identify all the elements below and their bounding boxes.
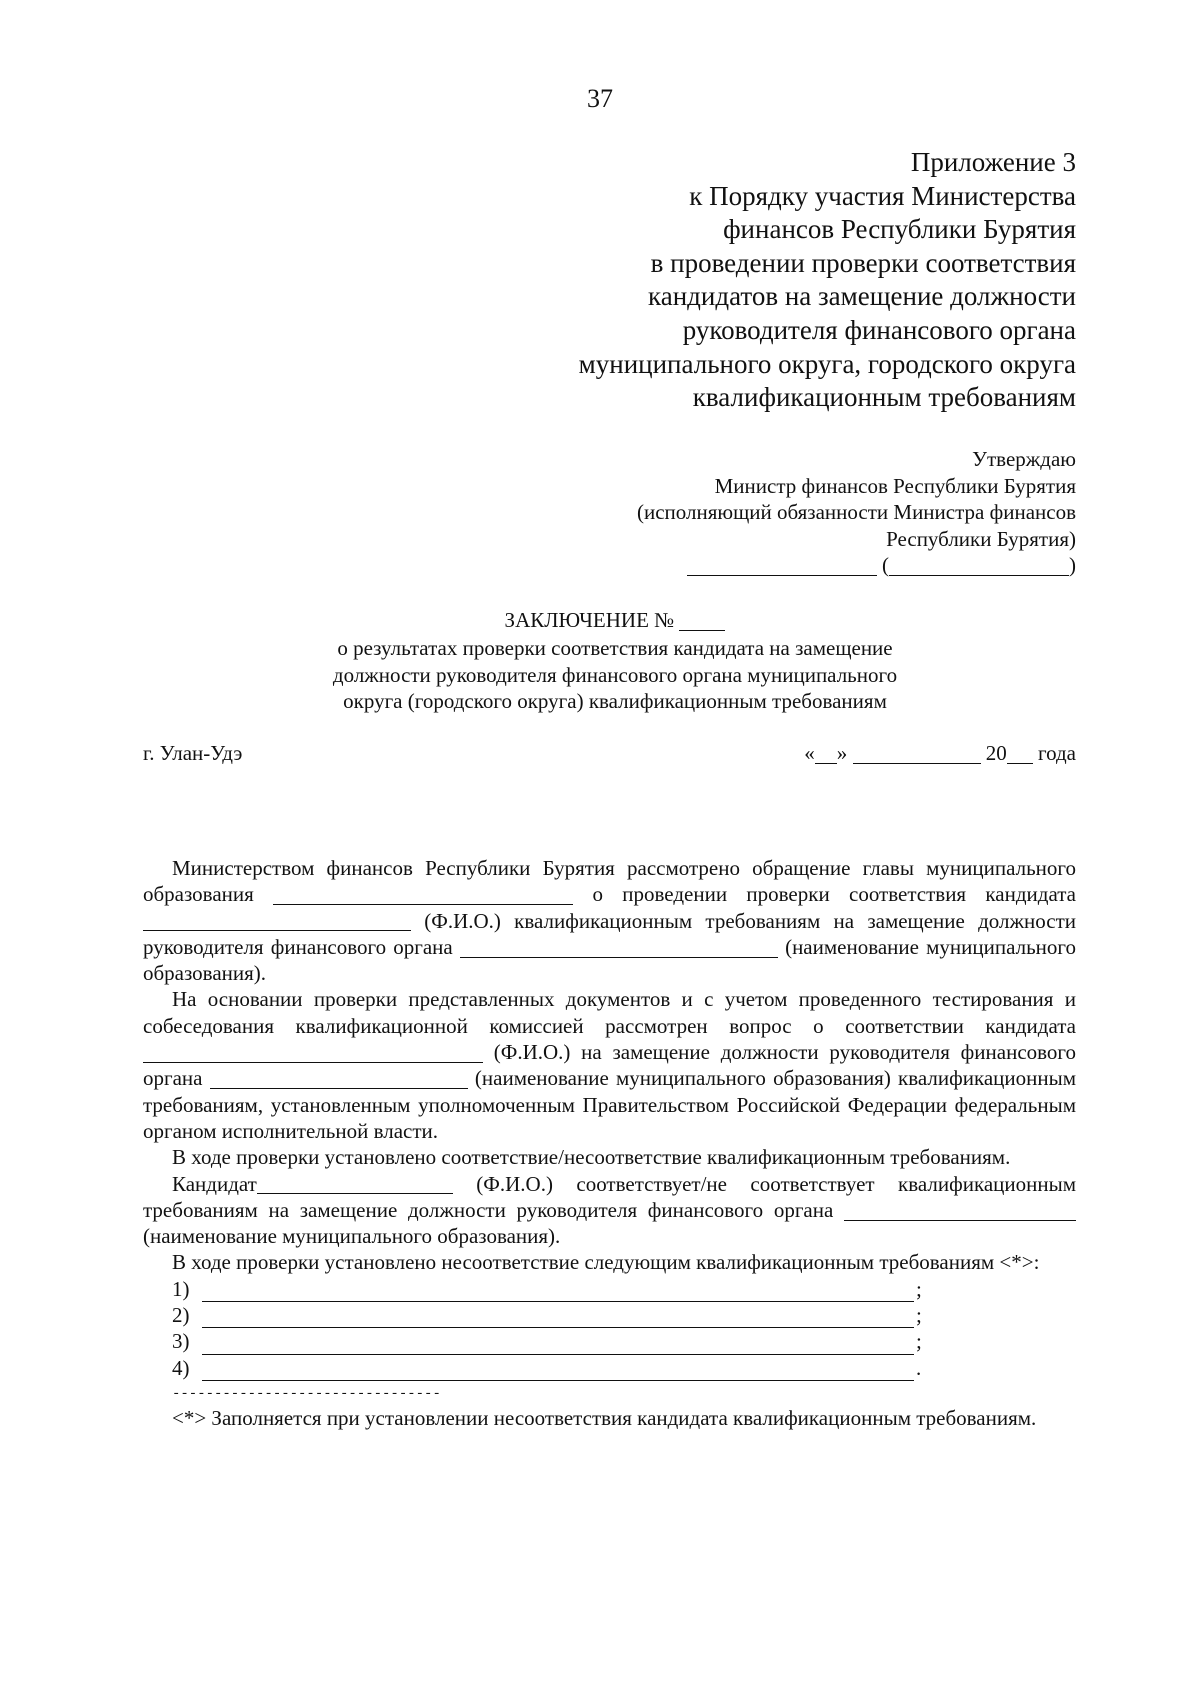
conclusion-title-text: ЗАКЛЮЧЕНИЕ № <box>504 608 675 632</box>
appendix-line: кандидатов на замещение должности <box>648 281 1076 312</box>
subtitle-line: округа (городского округа) квалификационным требованиям <box>343 689 887 713</box>
date-year-blank[interactable] <box>1007 742 1033 764</box>
p1-text-c: (Ф.И.О.) квалификационным требованиям на замещение должности руководителя финансового органа <box>143 908 1076 959</box>
item-number: 4) <box>172 1355 190 1380</box>
date-day-blank[interactable] <box>815 742 837 764</box>
item-end: ; <box>916 1303 922 1328</box>
approval-block <box>456 446 1076 579</box>
signature-blank[interactable] <box>687 554 877 576</box>
municipality-blank-2[interactable] <box>844 1199 1076 1221</box>
page-number: 37 <box>587 84 613 113</box>
document-body <box>143 855 1076 1431</box>
financial-body-blank[interactable] <box>460 936 778 958</box>
date-year-prefix: 20 <box>985 741 1007 765</box>
conclusion-subtitle <box>0 635 1200 715</box>
footnote: <*> Заполняется при установлении несоответствия кандидата квалификационным требованиям. <box>172 1405 1037 1430</box>
appendix-line: муниципального округа, городского округа <box>578 348 1076 379</box>
item-end: ; <box>916 1329 922 1354</box>
p1-text-a: Министерством финансов Республики Бурятия рассмотрено обращение главы муниципального образования <box>143 856 1076 907</box>
requirement-item <box>143 1302 1076 1328</box>
item-end: ; <box>916 1276 922 1301</box>
signature-open-paren: ( <box>882 553 889 577</box>
candidate-name-blank[interactable] <box>143 909 411 931</box>
signature-close-paren: ) <box>1069 553 1076 577</box>
appendix-line: руководителя финансового органа <box>682 314 1076 345</box>
p1-text-b: о проведении проверки соответствия кандидата <box>592 882 1076 907</box>
paragraph-3: В ходе проверки установлено соответствие/несоответствие квалификационным требованиям. <box>172 1145 1011 1170</box>
paragraph-4 <box>143 1171 1076 1250</box>
subtitle-line: о результатах проверки соответствия кандидата на замещение <box>337 636 893 660</box>
date-close-quote: » <box>836 741 848 765</box>
item-number: 1) <box>172 1276 190 1301</box>
appendix-header <box>416 146 1076 415</box>
date-month-blank[interactable] <box>853 742 981 764</box>
signature-line <box>456 552 1076 579</box>
requirement-blank[interactable] <box>202 1333 914 1355</box>
p1-text-d: (наименование муниципального образования). <box>143 934 1077 986</box>
footnote-separator: -------------------------------- <box>172 1385 441 1402</box>
p4-text-a: Кандидат <box>172 1171 257 1196</box>
date-year-suffix: года <box>1038 741 1076 765</box>
item-number: 3) <box>172 1329 190 1354</box>
p2-text-b: (Ф.И.О.) на замещение должности руководителя финансового органа <box>143 1040 1076 1091</box>
place-date-row <box>143 740 1076 766</box>
approve-line: (исполняющий обязанности Министра финансов <box>637 500 1076 524</box>
appendix-line: финансов Республики Бурятия <box>723 214 1076 245</box>
place: г. Улан-Удэ <box>143 741 243 765</box>
municipality-blank[interactable] <box>273 883 573 905</box>
approve-line: Республики Бурятия) <box>886 526 1076 551</box>
paragraph-5: В ходе проверки установлено несоответствие следующим квалификационным требованиям <*>: <box>172 1250 1040 1275</box>
appendix-line: квалификационным требованиям <box>692 382 1076 413</box>
date-open-quote: « <box>804 741 815 765</box>
requirement-item <box>143 1355 1076 1381</box>
requirement-item <box>143 1328 1076 1354</box>
requirement-blank[interactable] <box>202 1359 914 1381</box>
appendix-line: Приложение 3 <box>910 147 1076 177</box>
p2-text-c: (наименование муниципального образования) квалификационным требованиям, установленным уполномоченным Правительством Российской Федерации федеральным органом исполнительной власти. <box>143 1066 1077 1143</box>
candidate-name-blank-3[interactable] <box>257 1172 453 1194</box>
p2-text-a: На основании проверки представленных документов и с учетом проведенного тестирования и собеседования квалификационной комиссией рассмотрен вопрос о соответствии кандидата <box>143 987 1076 1038</box>
p4-text-b: (Ф.И.О.) соответствует/не соответствует квалификационным требованиям на замещение должности руководителя финансового органа <box>143 1171 1076 1222</box>
date-field <box>804 740 1076 766</box>
item-end: . <box>916 1355 922 1380</box>
p4-text-c: (наименование муниципального образования). <box>143 1224 561 1249</box>
requirement-item <box>143 1276 1076 1302</box>
appendix-line: к Порядку участия Министерства <box>689 180 1076 211</box>
appendix-line: в проведении проверки соответствия <box>650 247 1076 278</box>
signature-name-blank[interactable] <box>889 554 1069 576</box>
approve-line: Утверждаю <box>972 447 1076 471</box>
candidate-name-blank-2[interactable] <box>143 1041 483 1063</box>
requirement-blank[interactable] <box>202 1280 914 1302</box>
conclusion-number-blank[interactable] <box>679 609 725 631</box>
financial-body-blank-2[interactable] <box>210 1067 468 1089</box>
paragraph-1 <box>143 855 1076 986</box>
item-number: 2) <box>172 1303 190 1328</box>
approve-line: Министр финансов Республики Бурятия <box>714 473 1076 498</box>
paragraph-2 <box>143 986 1076 1144</box>
subtitle-line: должности руководителя финансового органа муниципального <box>332 662 898 687</box>
requirement-blank[interactable] <box>202 1306 914 1328</box>
conclusion-title <box>0 607 1200 633</box>
